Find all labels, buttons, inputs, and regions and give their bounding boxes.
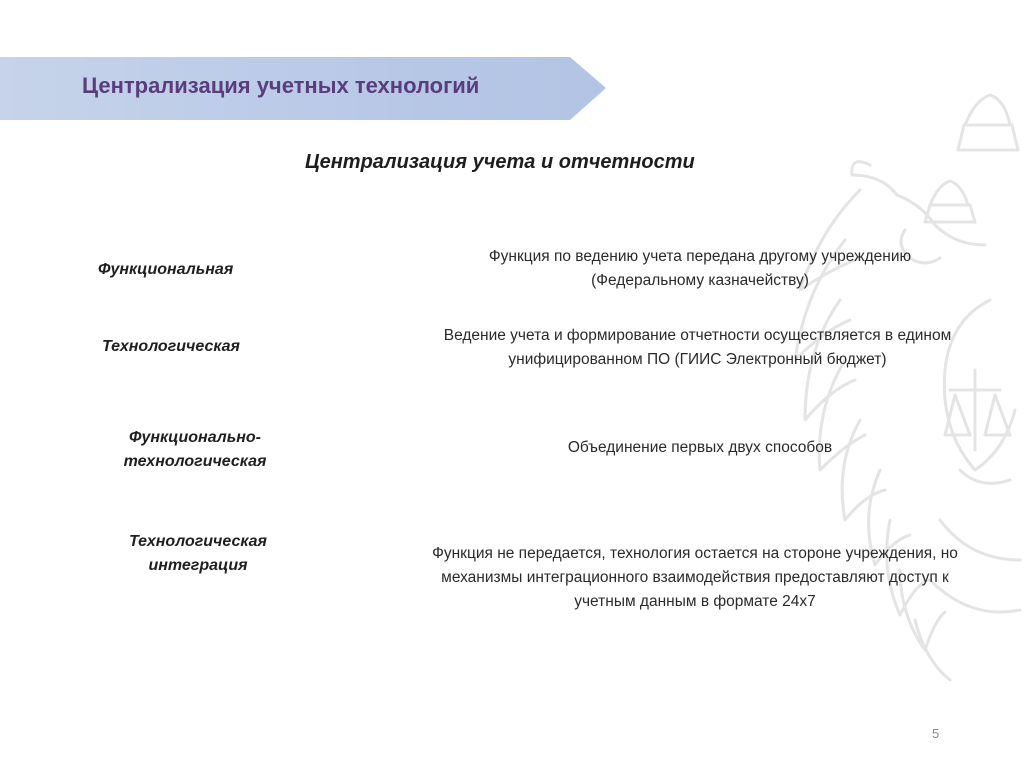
row-label-technological-integration: Технологическая интеграция [129, 533, 267, 574]
row-label-functional-technological: Функционально- технологическая [123, 429, 267, 470]
row-description-technological-integration: Функция не передается, технология остается на стороне учреждения, но механизмы интеграционного взаимодействия предоставляют доступ к учетным данным в формате 24х7 [432, 545, 958, 610]
slide-subtitle: Централизация учета и отчетности [305, 151, 695, 173]
slide-title: Централизация учетных технологий [82, 73, 480, 98]
page-number: 5 [932, 726, 940, 741]
row-label-technological: Технологическая [102, 338, 240, 355]
row-description-technological: Ведение учета и формирование отчетности осуществляется в едином унифицированном ПО (ГИИС Электронный бюджет) [443, 327, 952, 368]
row-label-functional: Функциональная [98, 261, 234, 278]
row-description-functional: Функция по ведению учета передана другому учреждению (Федеральному казначейству) [488, 248, 912, 289]
row-description-functional-technological: Объединение первых двух способов [567, 439, 833, 456]
